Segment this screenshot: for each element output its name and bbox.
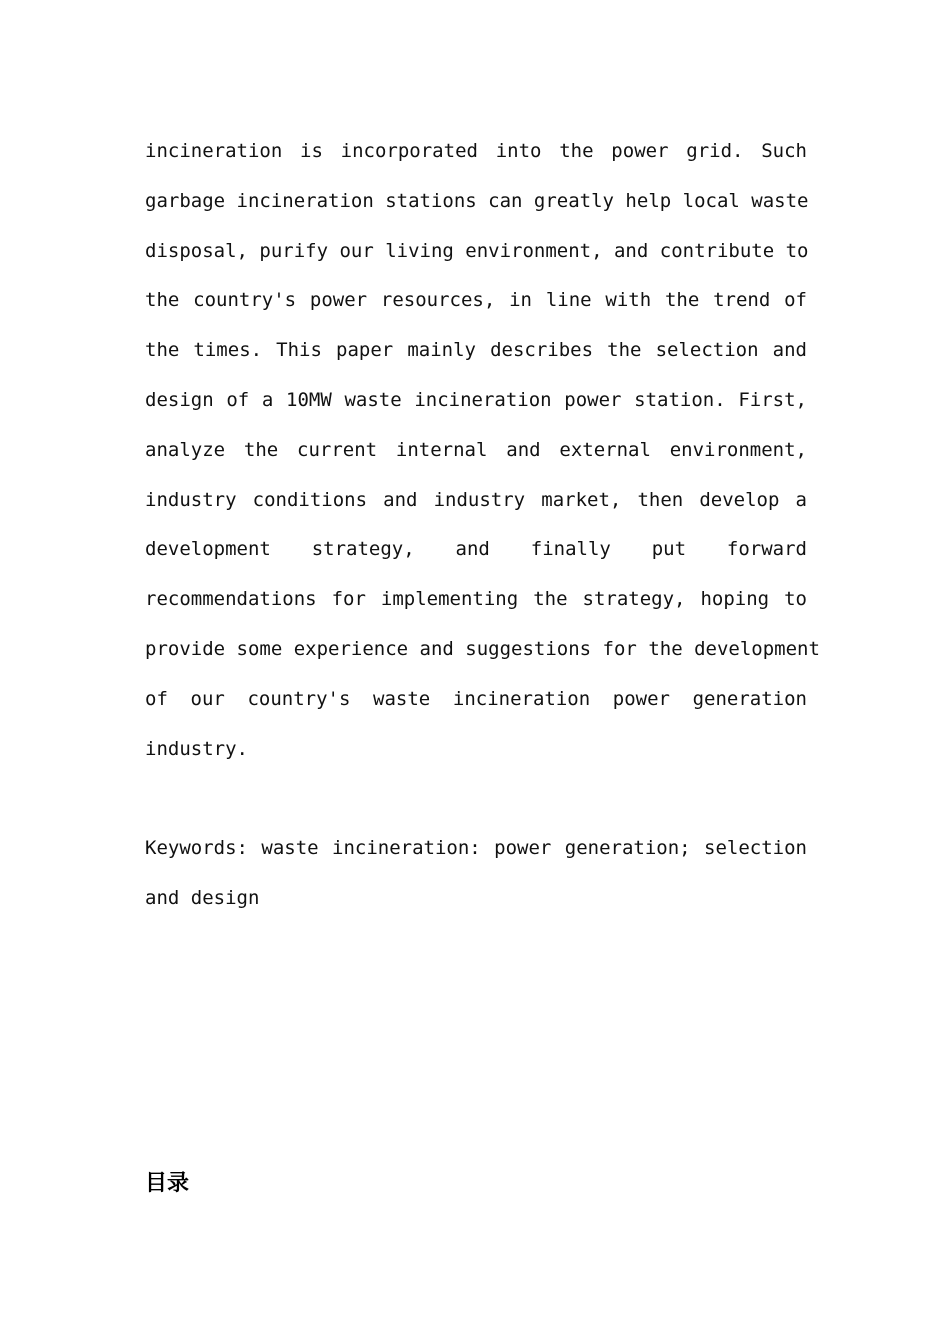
abstract-line: design of a 10MW waste incineration power station. First, — [145, 388, 807, 411]
table-of-contents-heading: 目录 — [145, 1171, 190, 1196]
abstract-line: the times. This paper mainly describes the selection and — [145, 339, 807, 362]
abstract-line: the country's power resources, in line with the trend of — [145, 289, 807, 312]
keywords-line: Keywords: waste incineration: power generation; selection — [145, 837, 807, 859]
abstract-line: provide some experience and suggestions for the development — [145, 637, 820, 660]
abstract-line: analyze the current internal and external environment, — [145, 438, 807, 461]
abstract-line: of our country's waste incineration power generation — [145, 687, 807, 710]
abstract-line: recommendations for implementing the strategy, hoping to — [145, 588, 807, 611]
keywords-paragraph — [145, 824, 807, 924]
abstract-line: development strategy, and finally put forward — [145, 538, 807, 561]
abstract-line: disposal, purify our living environment, and contribute to — [145, 239, 809, 262]
abstract-line: garbage incineration stations can greatly help local waste — [145, 189, 809, 212]
keywords-line: and design — [145, 886, 260, 909]
abstract-line: industry. — [145, 737, 248, 760]
abstract-line: industry conditions and industry market, then develop a — [145, 488, 807, 511]
abstract-line: incineration is incorporated into the power grid. Such — [145, 140, 807, 162]
abstract-paragraph — [145, 127, 820, 774]
